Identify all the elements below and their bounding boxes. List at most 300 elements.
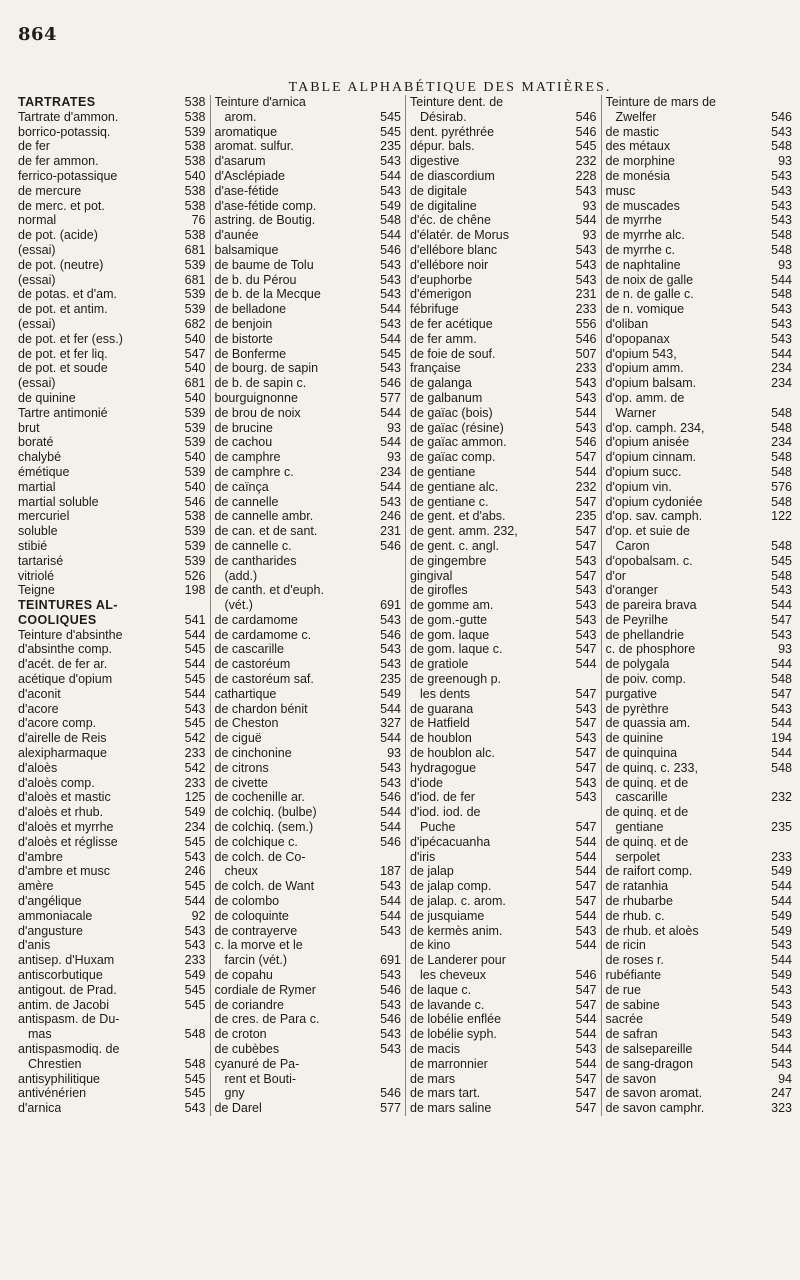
index-columns xyxy=(14,95,796,1116)
entry-term: de gaïac ammon. xyxy=(410,435,507,450)
index-entry xyxy=(215,687,402,702)
entry-term: d'angélique xyxy=(18,894,82,909)
entry-page-ref: 539 xyxy=(184,302,206,317)
entry-page-ref: 548 xyxy=(771,494,792,509)
index-entry xyxy=(410,731,597,746)
entry-page-ref: 548 xyxy=(771,760,792,775)
index-entry xyxy=(410,509,597,524)
entry-term: de savon camphr. xyxy=(605,1101,705,1116)
entry-term: de greenough p. xyxy=(410,672,502,687)
index-entry xyxy=(410,169,597,184)
index-entry xyxy=(18,761,206,776)
entry-page-ref: 543 xyxy=(380,657,401,672)
entry-page-ref: 543 xyxy=(380,642,401,657)
entry-page-ref: 547 xyxy=(575,820,597,835)
index-entry xyxy=(410,110,597,125)
index-entry xyxy=(606,554,793,569)
entry-page-ref: 544 xyxy=(575,464,597,479)
entry-term: de sabine xyxy=(605,997,660,1012)
entry-term: d'airelle de Reis xyxy=(18,731,107,746)
entry-page-ref: 544 xyxy=(380,908,401,923)
entry-term: d'op. sav. camph. xyxy=(605,509,703,524)
index-entry xyxy=(18,835,206,850)
entry-term: de foie de souf. xyxy=(410,346,496,361)
entry-term: de gent. et d'abs. xyxy=(410,509,506,524)
index-entry xyxy=(606,317,793,332)
entry-page-ref: 544 xyxy=(575,864,597,879)
entry-page-ref: 545 xyxy=(184,1086,206,1101)
entry-page-ref: 548 xyxy=(771,420,792,435)
entry-term: de houblon alc. xyxy=(410,746,495,761)
entry-page-ref: 540 xyxy=(184,168,206,183)
entry-page-ref: 540 xyxy=(184,450,206,465)
entry-term: musc xyxy=(605,183,636,198)
entry-term: de savon aromat. xyxy=(605,1086,703,1101)
index-entry xyxy=(215,672,402,687)
index-entry xyxy=(18,317,206,332)
entry-page-ref: 539 xyxy=(184,524,206,539)
index-entry xyxy=(410,435,597,450)
index-entry xyxy=(410,968,597,983)
entry-term: de digitale xyxy=(410,183,467,198)
entry-page-ref: 543 xyxy=(771,982,792,997)
index-entry xyxy=(18,125,206,140)
entry-page-ref: 543 xyxy=(575,627,597,642)
index-entry xyxy=(410,391,597,406)
index-entry xyxy=(215,879,402,894)
index-entry xyxy=(18,1027,206,1042)
entry-term: d'ase-fétide xyxy=(214,183,279,198)
index-entry xyxy=(606,243,793,258)
index-entry xyxy=(18,139,206,154)
entry-term: d'aloès et myrrhe xyxy=(18,820,114,835)
entry-term: de gent. c. angl. xyxy=(410,538,499,553)
entry-term: d'op. camph. 234, xyxy=(605,420,705,435)
index-entry xyxy=(606,894,793,909)
index-entry xyxy=(606,95,793,110)
entry-page-ref: 234 xyxy=(771,361,792,376)
index-entry xyxy=(410,820,597,835)
entry-term: mas xyxy=(28,1027,52,1042)
index-entry xyxy=(215,938,402,953)
entry-term: émétique xyxy=(18,464,70,479)
index-entry xyxy=(215,139,402,154)
index-entry xyxy=(215,465,402,480)
entry-term: de Peyrilhe xyxy=(605,612,669,627)
entry-page-ref: 538 xyxy=(184,183,206,198)
index-entry xyxy=(215,790,402,805)
entry-page-ref: 548 xyxy=(380,213,401,228)
entry-term: soluble xyxy=(18,524,58,539)
entry-page-ref: 547 xyxy=(575,494,597,509)
entry-term: (vét.) xyxy=(224,598,253,613)
index-entry xyxy=(410,746,597,761)
entry-page-ref: 93 xyxy=(582,228,597,243)
index-entry xyxy=(18,554,206,569)
entry-term: d'op. amm. de xyxy=(605,390,685,405)
entry-term: d'émerigon xyxy=(410,287,472,302)
entry-term: cathartique xyxy=(214,686,277,701)
entry-page-ref: 548 xyxy=(184,1056,206,1071)
entry-page-ref: 187 xyxy=(380,864,401,879)
index-entry xyxy=(18,243,206,258)
index-entry xyxy=(410,539,597,554)
entry-page-ref: 548 xyxy=(771,405,792,420)
entry-page-ref: 543 xyxy=(771,583,792,598)
index-entry xyxy=(606,287,793,302)
entry-term: de jalap. c. arom. xyxy=(410,894,506,909)
entry-term: d'aunée xyxy=(214,228,259,243)
index-entry xyxy=(215,287,402,302)
entry-term: de n. de galle c. xyxy=(605,287,694,302)
index-entry xyxy=(18,776,206,791)
entry-term: d'opium cydoniée xyxy=(605,494,703,509)
entry-page-ref: 545 xyxy=(575,139,597,154)
entry-term: de monésia xyxy=(605,168,671,183)
entry-term: Teigne xyxy=(18,583,55,598)
entry-page-ref: 547 xyxy=(575,524,597,539)
entry-term: normal xyxy=(18,213,57,228)
index-entry xyxy=(18,731,206,746)
entry-term: de belladone xyxy=(214,302,287,317)
entry-page-ref: 543 xyxy=(380,968,401,983)
entry-term: de gratiole xyxy=(410,657,469,672)
entry-term: de macis xyxy=(410,1042,461,1056)
entry-term: de bistorte xyxy=(214,331,273,346)
entry-term: de mars xyxy=(410,1071,456,1086)
entry-term: de marronnier xyxy=(410,1056,488,1071)
entry-term: de castoréum saf. xyxy=(214,672,314,687)
entry-page-ref: 235 xyxy=(575,509,597,524)
entry-term: de pot. et soude xyxy=(18,361,108,376)
entry-page-ref: 543 xyxy=(575,731,597,746)
entry-page-ref: 544 xyxy=(184,686,206,701)
entry-term: de mastic xyxy=(605,124,659,139)
entry-term: cyanuré de Pa- xyxy=(214,1056,300,1071)
entry-page-ref: 547 xyxy=(575,997,597,1012)
index-entry xyxy=(606,583,793,598)
entry-page-ref: 547 xyxy=(575,450,597,465)
entry-term: d'opopanax xyxy=(605,331,670,346)
entry-page-ref: 246 xyxy=(184,864,206,879)
entry-page-ref: 539 xyxy=(184,405,206,420)
entry-term: de quinquina xyxy=(605,746,678,761)
index-entry xyxy=(410,199,597,214)
entry-page-ref: 544 xyxy=(771,598,792,613)
index-entry xyxy=(18,450,206,465)
entry-page-ref: 548 xyxy=(771,242,792,257)
entry-page-ref: 544 xyxy=(184,627,206,642)
index-entry xyxy=(606,983,793,998)
index-entry xyxy=(215,702,402,717)
index-entry xyxy=(215,524,402,539)
entry-page-ref: 543 xyxy=(380,154,401,169)
entry-term: TEINTURES AL- xyxy=(18,598,118,613)
entry-term: rubéfiante xyxy=(605,968,662,983)
index-entry xyxy=(18,702,206,717)
index-entry xyxy=(410,628,597,643)
index-entry xyxy=(606,598,793,613)
entry-term: de galbanum xyxy=(410,390,483,405)
index-entry xyxy=(215,864,402,879)
entry-page-ref: 546 xyxy=(380,1012,401,1027)
entry-page-ref: 545 xyxy=(380,109,401,124)
index-entry xyxy=(410,139,597,154)
entry-term: de cachou xyxy=(214,435,273,450)
entry-term: Tartrate d'ammon. xyxy=(18,109,119,124)
index-entry xyxy=(18,909,206,924)
entry-term: de ratanhia xyxy=(605,879,669,894)
index-entry xyxy=(606,1072,793,1087)
index-column-4 xyxy=(601,95,797,1116)
entry-term: de gentiane alc. xyxy=(410,479,499,494)
entry-page-ref: 546 xyxy=(184,494,206,509)
index-entry xyxy=(606,110,793,125)
entry-term: de jalap comp. xyxy=(410,879,492,894)
entry-term: de quinq. et de xyxy=(605,775,689,790)
entry-term: dépur. bals. xyxy=(410,139,475,154)
entry-term: de caïnça xyxy=(214,479,269,494)
entry-term: française xyxy=(410,361,461,376)
entry-term: de n. vomique xyxy=(605,302,685,317)
entry-page-ref: 547 xyxy=(575,538,597,553)
entry-term: de kermès anim. xyxy=(410,923,503,938)
entry-term: bourguignonne xyxy=(214,390,298,405)
entry-page-ref: 231 xyxy=(575,287,597,302)
entry-term: de quinq. et de xyxy=(605,805,689,820)
entry-page-ref: 545 xyxy=(771,553,792,568)
index-entry xyxy=(606,199,793,214)
index-entry xyxy=(215,1072,402,1087)
entry-term: de can. et de sant. xyxy=(214,524,318,539)
entry-page-ref: 546 xyxy=(380,376,401,391)
entry-term: de cascarille xyxy=(214,642,284,657)
entry-term: de mars tart. xyxy=(410,1086,481,1101)
index-entry xyxy=(215,805,402,820)
index-entry xyxy=(606,924,793,939)
entry-term: de rue xyxy=(605,982,641,997)
entry-term: de myrrhe xyxy=(605,213,662,228)
entry-term: d'iod. de fer xyxy=(410,790,475,805)
index-entry xyxy=(215,169,402,184)
index-entry xyxy=(410,376,597,391)
entry-page-ref: 547 xyxy=(575,1086,597,1101)
entry-page-ref: 547 xyxy=(575,894,597,909)
index-entry xyxy=(410,421,597,436)
entry-term: de lobélie enflée xyxy=(410,1012,502,1027)
entry-term: d'ellébore blanc xyxy=(410,242,498,257)
index-entry xyxy=(18,894,206,909)
entry-term: de croton xyxy=(214,1027,267,1042)
entry-term: amère xyxy=(18,879,54,894)
index-entry xyxy=(410,983,597,998)
entry-term: de myrrhe c. xyxy=(605,242,675,257)
entry-page-ref: 544 xyxy=(380,302,401,317)
index-entry xyxy=(215,909,402,924)
entry-term: Teinture de mars de xyxy=(605,95,716,109)
index-entry xyxy=(410,332,597,347)
index-entry xyxy=(606,509,793,524)
entry-term: de guarana xyxy=(410,701,474,716)
entry-page-ref: 547 xyxy=(575,746,597,761)
index-entry xyxy=(606,879,793,894)
entry-term: de rhubarbe xyxy=(605,894,673,909)
index-entry xyxy=(606,687,793,702)
entry-term: d'aloès et rhub. xyxy=(18,805,104,820)
entry-page-ref: 544 xyxy=(771,746,792,761)
index-entry xyxy=(410,761,597,776)
entry-page-ref: 544 xyxy=(771,879,792,894)
index-entry xyxy=(18,199,206,214)
index-entry xyxy=(18,406,206,421)
index-entry xyxy=(410,850,597,865)
entry-page-ref: 691 xyxy=(380,598,401,613)
index-entry xyxy=(215,125,402,140)
entry-term: Puche xyxy=(420,820,456,835)
entry-term: de mars saline xyxy=(410,1101,492,1116)
index-entry xyxy=(215,1101,402,1116)
index-entry xyxy=(606,406,793,421)
entry-term: (add.) xyxy=(224,568,258,583)
entry-term: gny xyxy=(224,1086,245,1101)
entry-term: d'opium cinnam. xyxy=(605,450,697,465)
entry-term: COOLIQUES xyxy=(18,612,97,627)
index-entry xyxy=(606,569,793,584)
index-entry xyxy=(606,613,793,628)
entry-page-ref: 549 xyxy=(771,968,792,983)
index-entry xyxy=(606,820,793,835)
entry-term: de baume de Tolu xyxy=(214,257,314,272)
entry-page-ref: 544 xyxy=(575,908,597,923)
entry-term: de contrayerve xyxy=(214,923,298,938)
entry-page-ref: 548 xyxy=(771,450,792,465)
index-entry xyxy=(410,1086,597,1101)
entry-term: c. la morve et le xyxy=(214,938,303,953)
entry-term: aromatique xyxy=(214,124,278,139)
entry-term: de Cheston xyxy=(214,716,279,731)
entry-term: Teinture dent. de xyxy=(410,95,504,109)
entry-term: gentiane xyxy=(615,820,664,835)
entry-term: de castoréum xyxy=(214,657,291,672)
entry-term: de pot. et fer liq. xyxy=(18,346,108,361)
entry-term: de gent. amm. 232, xyxy=(410,524,518,539)
entry-term: de gingembre xyxy=(410,553,487,568)
entry-term: de fer acétique xyxy=(410,316,493,331)
index-entry xyxy=(410,924,597,939)
entry-page-ref: 547 xyxy=(575,686,597,701)
entry-page-ref: 544 xyxy=(380,731,401,746)
entry-term: de diascordium xyxy=(410,168,495,183)
index-entry xyxy=(215,332,402,347)
entry-page-ref: 122 xyxy=(771,509,792,524)
entry-term: aromat. sulfur. xyxy=(214,139,294,154)
index-column-1 xyxy=(14,95,210,1116)
entry-page-ref: 228 xyxy=(575,168,597,183)
entry-term: les cheveux xyxy=(420,968,487,983)
entry-page-ref: 543 xyxy=(380,287,401,302)
entry-page-ref: 544 xyxy=(575,657,597,672)
entry-term: d'ipécacuanha xyxy=(410,834,491,849)
entry-page-ref: 93 xyxy=(387,450,401,465)
index-entry xyxy=(18,213,206,228)
entry-page-ref: 543 xyxy=(184,849,206,864)
index-entry xyxy=(18,746,206,761)
index-entry xyxy=(18,1086,206,1101)
entry-page-ref: 544 xyxy=(380,701,401,716)
entry-page-ref: 194 xyxy=(771,731,792,746)
index-entry xyxy=(18,953,206,968)
entry-term: de ciguë xyxy=(214,731,262,746)
entry-page-ref: 543 xyxy=(575,390,597,405)
index-entry xyxy=(215,391,402,406)
index-entry xyxy=(215,628,402,643)
index-entry xyxy=(606,628,793,643)
entry-page-ref: 544 xyxy=(575,405,597,420)
entry-term: d'aloès comp. xyxy=(18,775,95,790)
entry-term: d'opium anisée xyxy=(605,435,690,450)
entry-term: d'angusture xyxy=(18,923,83,938)
entry-page-ref: 543 xyxy=(380,760,401,775)
entry-term: d'opium vin. xyxy=(605,479,672,494)
entry-term: d'opium 543, xyxy=(605,346,677,361)
entry-term: dent. pyréthrée xyxy=(410,124,495,139)
index-entry xyxy=(606,125,793,140)
entry-page-ref: 544 xyxy=(771,346,792,361)
entry-page-ref: 543 xyxy=(575,272,597,287)
entry-term: balsamique xyxy=(214,242,279,257)
entry-page-ref: 548 xyxy=(771,139,792,154)
index-entry xyxy=(18,495,206,510)
index-entry xyxy=(215,642,402,657)
entry-term: de b. de la Mecque xyxy=(214,287,321,302)
entry-page-ref: 233 xyxy=(184,746,206,761)
entry-term: de myrrhe alc. xyxy=(605,228,685,243)
index-entry xyxy=(215,435,402,450)
index-entry xyxy=(18,302,206,317)
entry-term: farcin (vét.) xyxy=(224,953,288,968)
entry-page-ref: 234 xyxy=(771,376,792,391)
index-entry xyxy=(410,302,597,317)
entry-page-ref: 540 xyxy=(184,361,206,376)
entry-term: de digitaline xyxy=(410,198,477,213)
index-entry xyxy=(410,1042,597,1057)
entry-term: de cubèbes xyxy=(214,1042,280,1056)
entry-page-ref: 544 xyxy=(575,1012,597,1027)
index-entry xyxy=(215,228,402,243)
entry-term: de copahu xyxy=(214,968,273,983)
index-entry xyxy=(410,1101,597,1116)
entry-page-ref: 548 xyxy=(771,672,792,687)
index-entry xyxy=(215,953,402,968)
index-entry xyxy=(18,850,206,865)
entry-term: de canth. et d'euph. xyxy=(214,583,324,598)
index-entry xyxy=(606,332,793,347)
entry-page-ref: 547 xyxy=(771,612,792,627)
entry-page-ref: 545 xyxy=(184,997,206,1012)
entry-page-ref: 548 xyxy=(771,568,792,583)
entry-page-ref: 544 xyxy=(575,849,597,864)
entry-term: de gentiane xyxy=(410,464,476,479)
entry-term: de jalap xyxy=(410,864,454,879)
index-entry xyxy=(606,524,793,539)
entry-page-ref: 547 xyxy=(575,982,597,997)
entry-page-ref: 548 xyxy=(771,287,792,302)
index-entry xyxy=(410,702,597,717)
entry-term: de quinine xyxy=(18,390,76,405)
entry-page-ref: 543 xyxy=(380,494,401,509)
entry-term: d'aloès et réglisse xyxy=(18,834,118,849)
entry-page-ref: 548 xyxy=(771,538,792,553)
